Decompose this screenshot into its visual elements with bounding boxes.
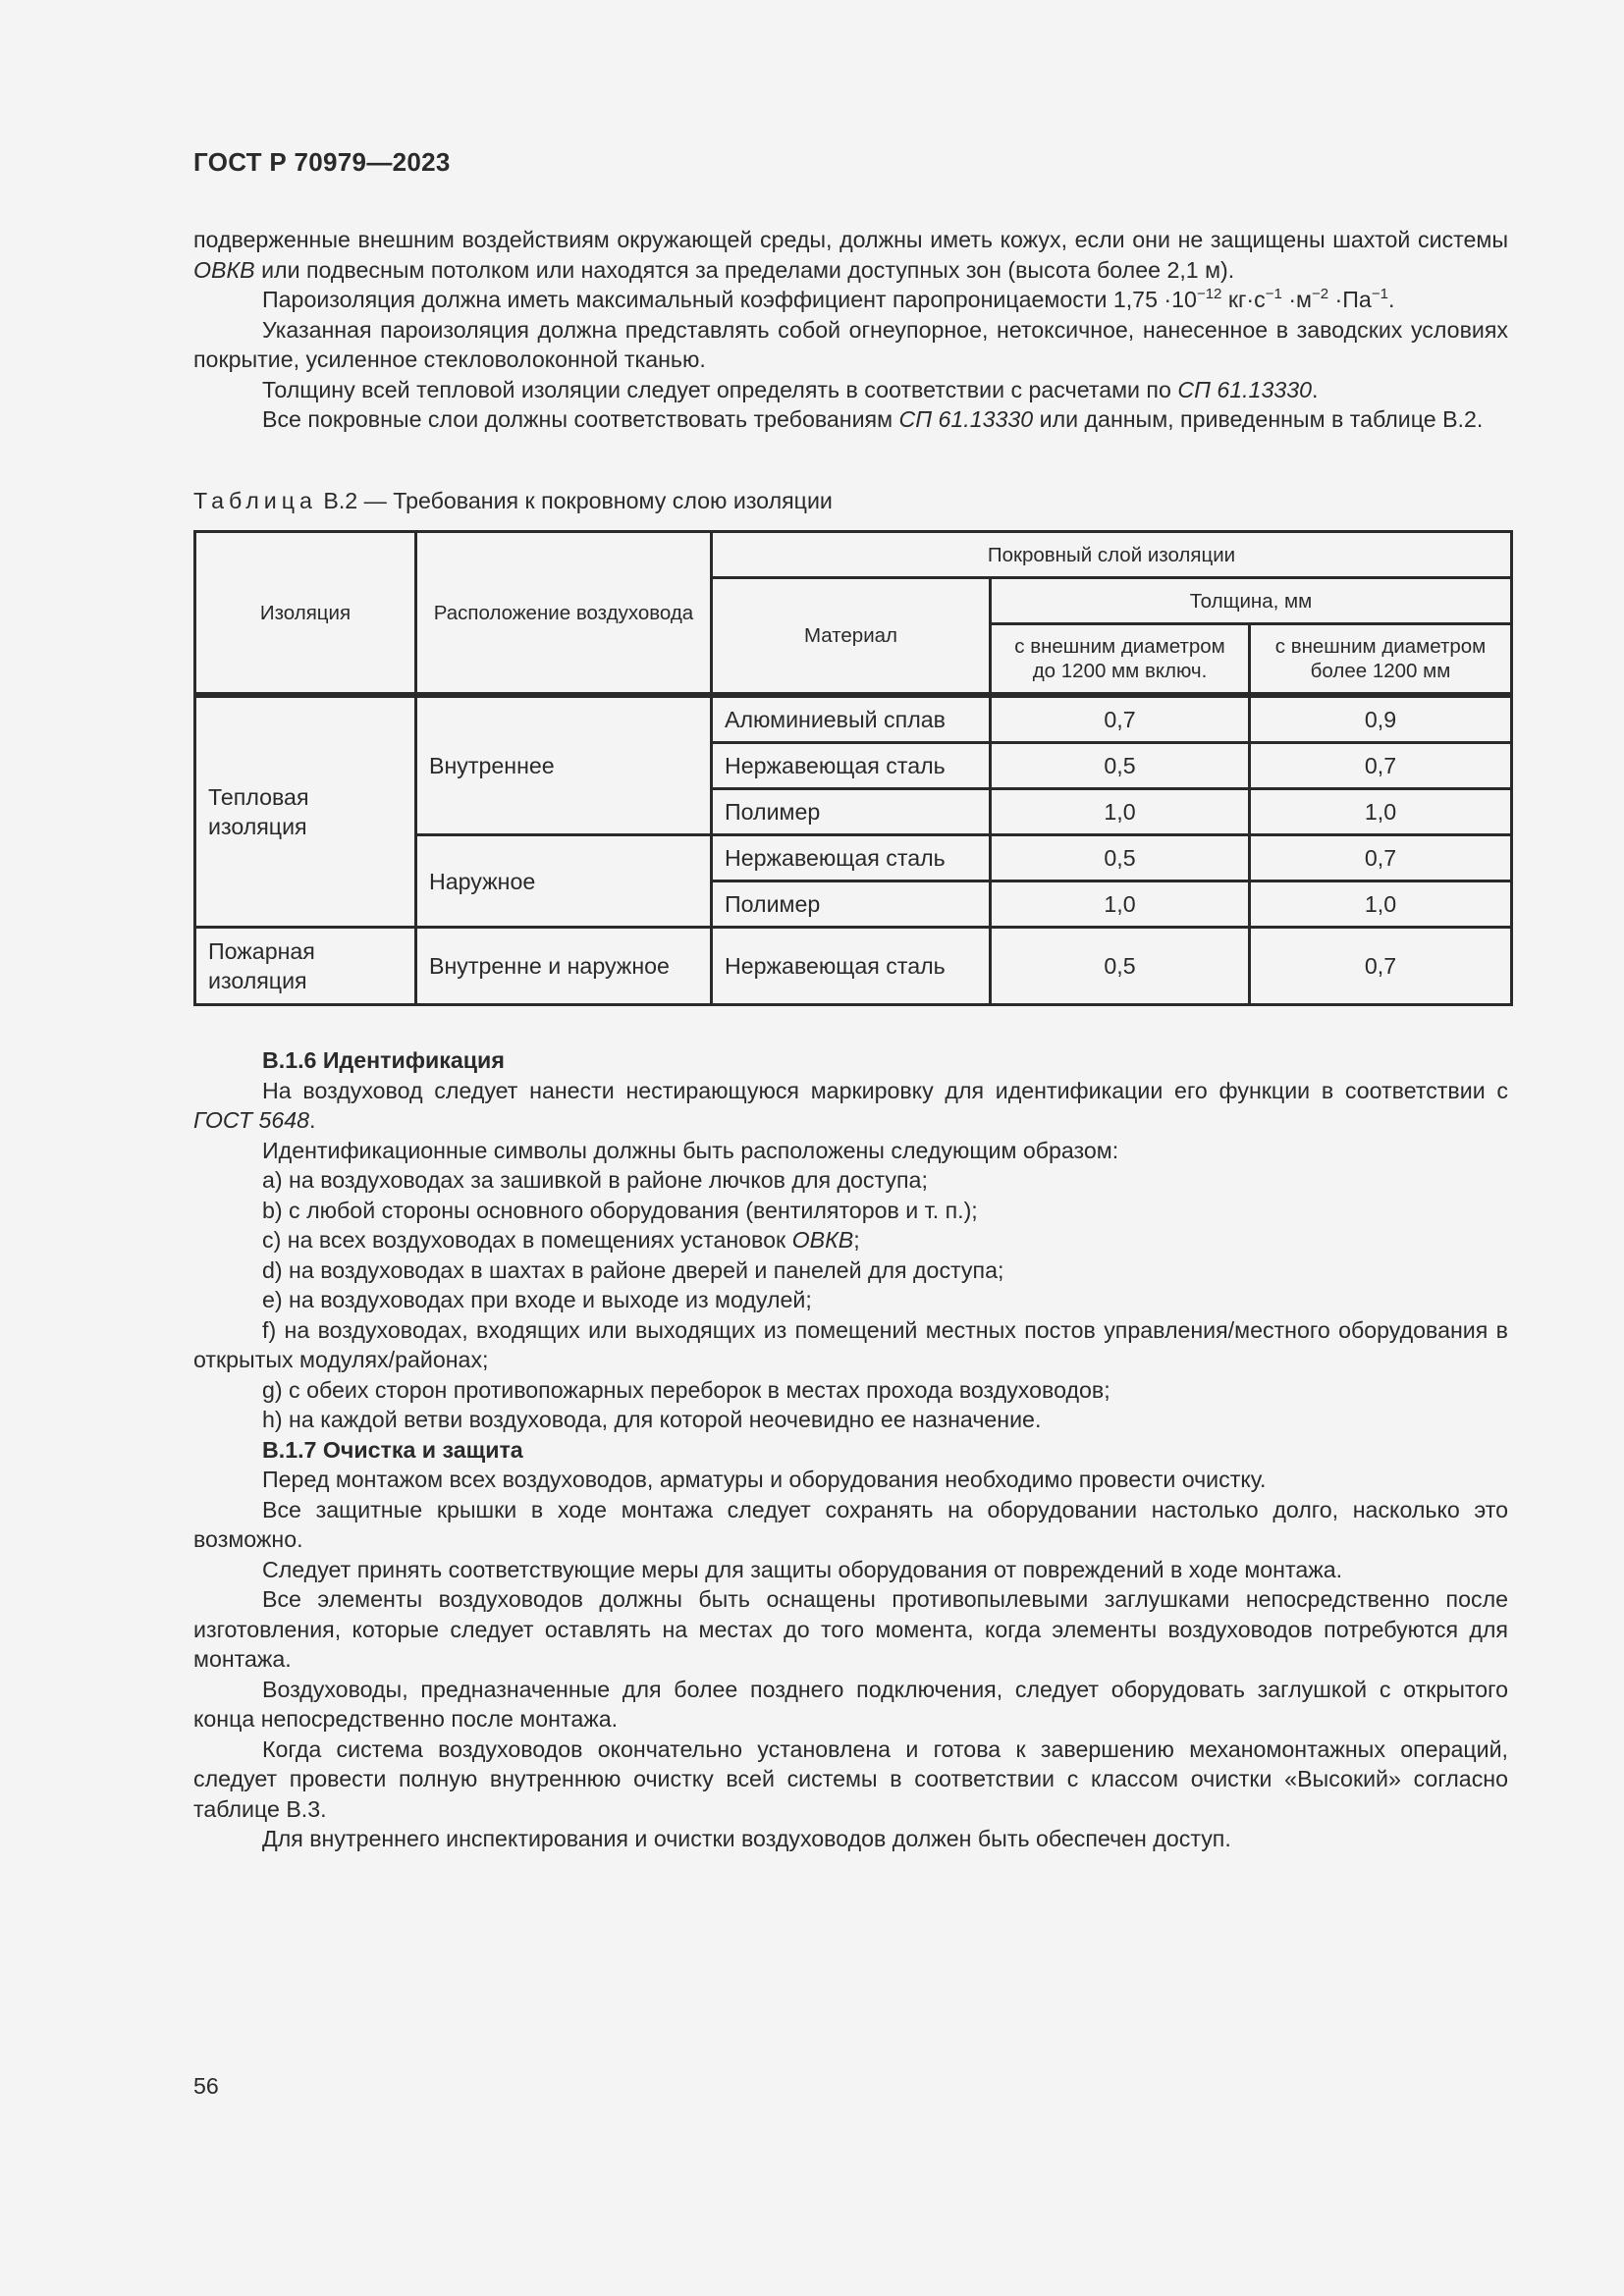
location-outer: Наружное (416, 835, 712, 928)
list-item: g) с обеих сторон противопожарных переборок в местах прохода воздуховодов; (262, 1376, 1110, 1403)
list-item: b) с любой стороны основного оборудования (вентиляторов и т. п.); (262, 1197, 978, 1223)
list-item: h) на каждой ветви воздуховода, для которой неочевидно ее назначение. (262, 1407, 1042, 1432)
cell-material: Полимер (712, 789, 991, 835)
paragraph: Когда система воздуховодов окончательно установлена и готова к завершению механомонтажных операций, следует провести полную внутреннюю очистку всей системы в соответствии с классом очистки «Высокий» согласно таблице В.3. (193, 1735, 1508, 1822)
page-number: 56 (193, 2073, 219, 2099)
location-inner: Внутреннее (416, 695, 712, 835)
header-thickness-small: с внешним диаметром до 1200 мм включ. (991, 624, 1250, 696)
paragraph: На воздуховод следует нанести нестирающуюся маркировку для идентификации его функции в соответствии с ГОСТ 5648. (193, 1077, 1508, 1133)
header-thickness: Толщина, мм (991, 578, 1512, 624)
cell-thickness-large: 1,0 (1250, 881, 1512, 928)
cell-thickness-large: 0,7 (1250, 835, 1512, 881)
cell-thickness-small: 0,5 (991, 928, 1250, 1005)
cell-material: Нержавеющая сталь (712, 928, 991, 1005)
document-header: ГОСТ Р 70979—2023 (193, 147, 451, 177)
cell-thickness-small: 0,5 (991, 835, 1250, 881)
paragraph: Указанная пароизоляция должна представлять собой огнеупорное, нетоксичное, нанесенное в заводских условиях покрытие, усиленное стекловолоконной тканью. (193, 316, 1508, 372)
cell-thickness-large: 0,7 (1250, 743, 1512, 789)
location-both: Внутренне и наружное (416, 928, 712, 1005)
section-heading: В.1.6 Идентификация (262, 1047, 505, 1073)
cell-thickness-small: 0,7 (991, 695, 1250, 743)
header-cover-layer: Покровный слой изоляции (712, 532, 1512, 578)
paragraph: Для внутреннего инспектирования и очистки воздуховодов должен быть обеспечен доступ. (262, 1826, 1231, 1851)
table-caption: Таблица В.2 — Требования к покровному слою изоляции (193, 488, 833, 513)
cover-layer-table (193, 530, 1513, 1006)
paragraph: Перед монтажом всех воздуховодов, арматуры и оборудования необходимо провести очистку. (262, 1467, 1267, 1492)
table-row (195, 695, 1512, 743)
header-insulation: Изоляция (195, 532, 416, 696)
paragraph: Воздуховоды, предназначенные для более позднего подключения, следует оборудовать заглушкой с открытого конца непосредственно после монтажа. (193, 1676, 1508, 1732)
cell-material: Нержавеющая сталь (712, 743, 991, 789)
paragraph: Все покровные слои должны соответствовать требованиям СП 61.13330 или данным, приведенным в таблице В.2. (262, 406, 1484, 432)
list-item: f) на воздуховодах, входящих или выходящих из помещений местных постов управления/местного оборудования в открытых модулях/районах; (193, 1316, 1508, 1372)
cell-thickness-large: 1,0 (1250, 789, 1512, 835)
cell-thickness-large: 0,7 (1250, 928, 1512, 1005)
cell-material: Нержавеющая сталь (712, 835, 991, 881)
intro-text (193, 225, 1508, 435)
list-item: c) на всех воздуховодах в помещениях установок ОВКВ; (262, 1227, 860, 1253)
paragraph: Следует принять соответствующие меры для защиты оборудования от повреждений в ходе монтажа. (262, 1556, 1343, 1582)
paragraph: подверженные внешним воздействиям окружающей среды, должны иметь кожух, если они не защищены шахтой системы ОВКВ или подвесным потолком или находятся за пределами доступных зон (высота более 2,1 м). (193, 227, 1508, 283)
paragraph: Идентификационные символы должны быть расположены следующим образом: (262, 1137, 1119, 1163)
group-fire: Пожарная изоляция (195, 928, 416, 1005)
paragraph: Все элементы воздуховодов должны быть оснащены противопылевыми заглушками непосредственно после изготовления, которые следует оставлять на местах до того момента, когда элементы воздуховодов потребуются для монтажа. (193, 1586, 1508, 1672)
group-thermal: Тепловая изоляция (195, 695, 416, 928)
table-row (195, 928, 1512, 1005)
header-location: Расположение воздуховода (416, 532, 712, 696)
sections-text (193, 1045, 1508, 1854)
cell-material: Алюминиевый сплав (712, 695, 991, 743)
list-item: d) на воздуховодах в шахтах в районе дверей и панелей для доступа; (262, 1256, 1004, 1283)
cell-material: Полимер (712, 881, 991, 928)
cell-thickness-small: 1,0 (991, 789, 1250, 835)
cell-thickness-large: 0,9 (1250, 695, 1512, 743)
cell-thickness-small: 1,0 (991, 881, 1250, 928)
cell-thickness-small: 0,5 (991, 743, 1250, 789)
paragraph: Пароизоляция должна иметь максимальный коэффициент паропроницаемости $1,75 \cdot 10^{-12}$ $кг\cdot с^{-1} \cdot м^{-2} \cdot Па^{-1}$. (262, 286, 1395, 312)
header-material: Материал (712, 578, 991, 696)
list-item: a) на воздуховодах за зашивкой в районе лючков для доступа; (262, 1167, 928, 1193)
section-heading: В.1.7 Очистка и защита (262, 1436, 523, 1463)
paragraph: Все защитные крышки в ходе монтажа следует сохранять на оборудовании настолько долго, насколько это возможно. (193, 1496, 1508, 1552)
header-thickness-large: с внешним диаметром более 1200 мм (1250, 624, 1512, 696)
paragraph: Толщину всей тепловой изоляции следует определять в соответствии с расчетами по СП 61.13330. (262, 376, 1319, 402)
list-item: e) на воздуховодах при входе и выходе из модулей; (262, 1287, 812, 1312)
